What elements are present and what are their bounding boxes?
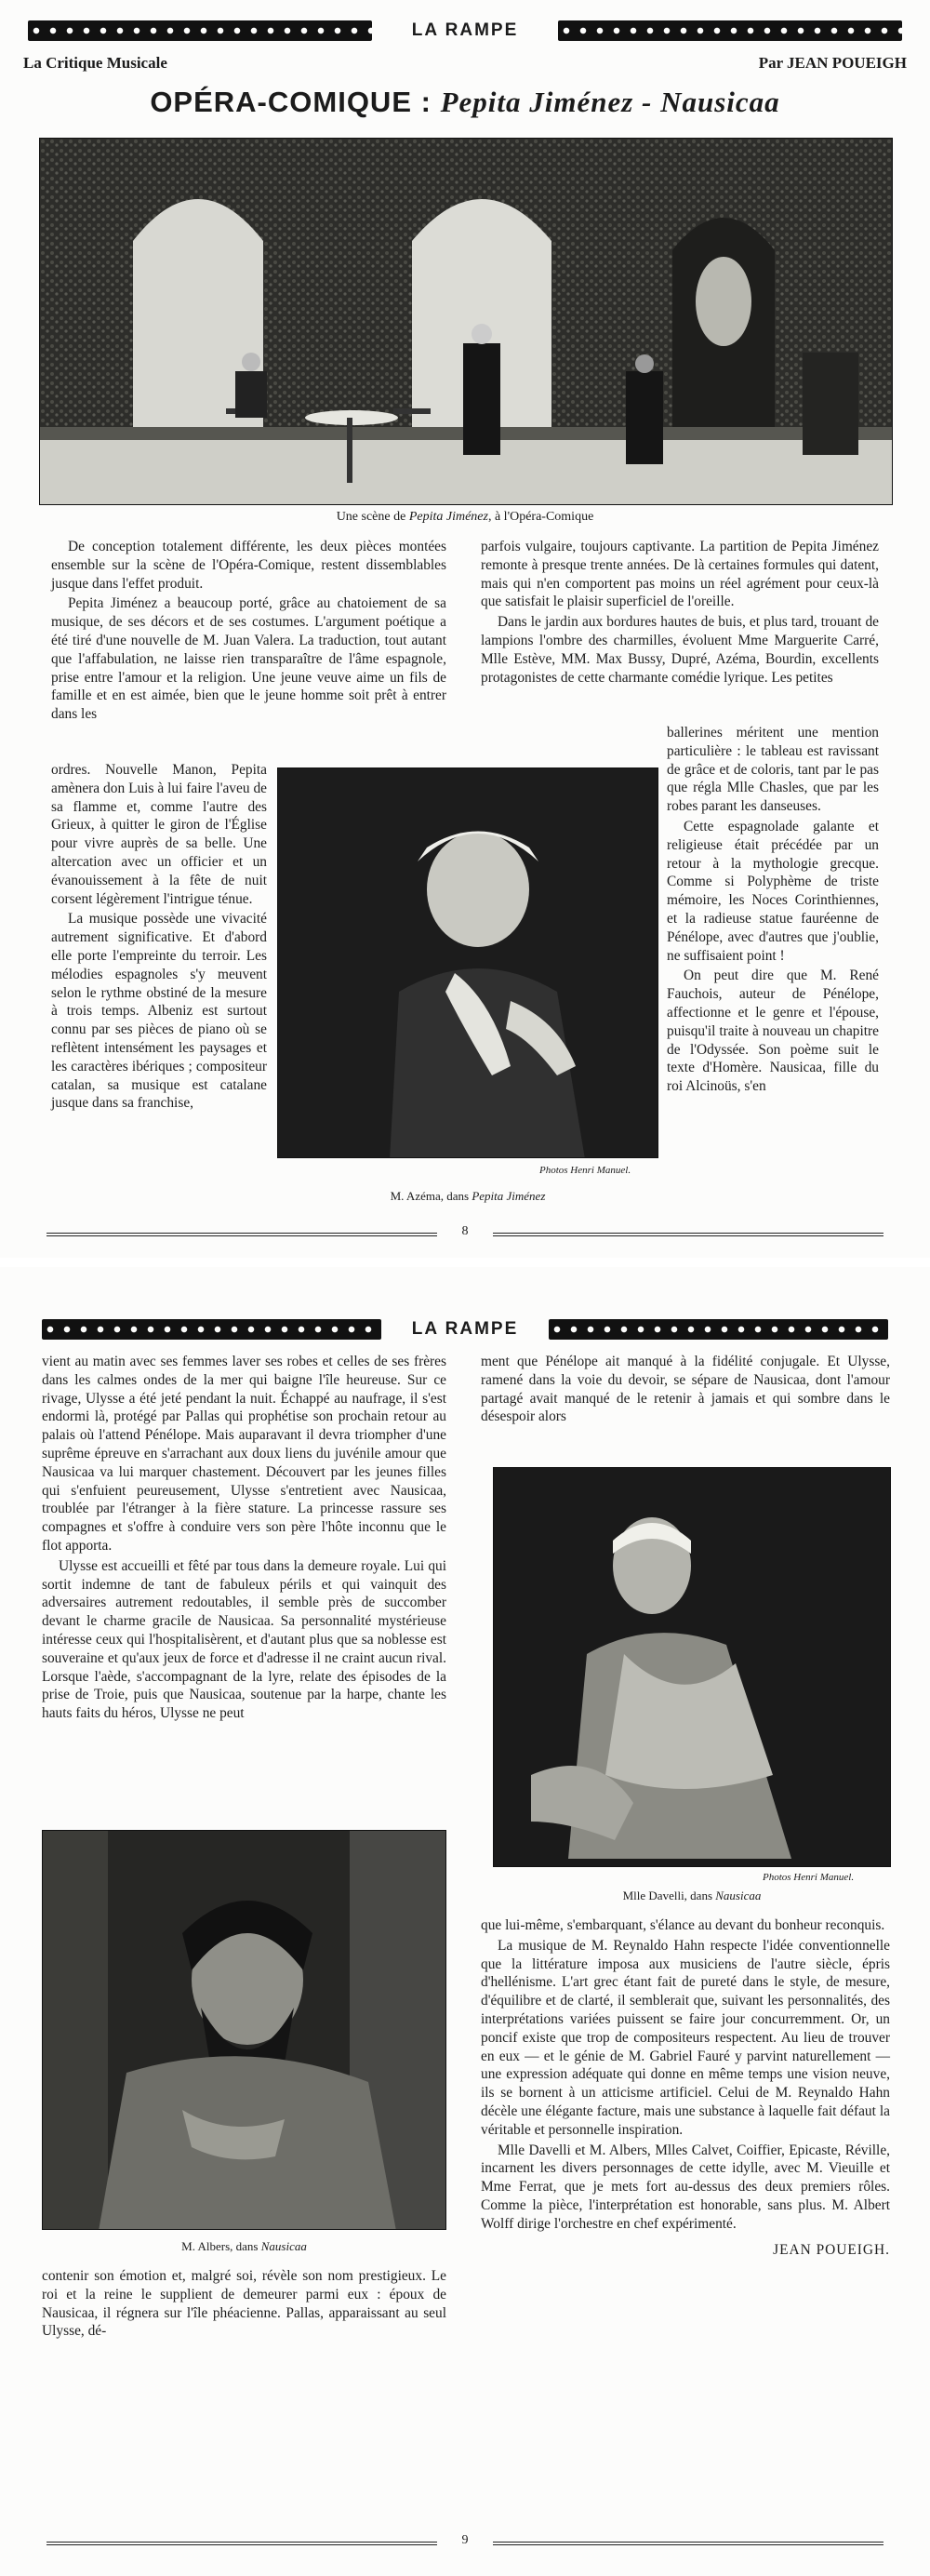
- paragraph: parfois vulgaire, toujours captivante. La partition de Pepita Jiménez remonte à presque trente années. De là certaines formules qui datent, mais qui n'en comportent pas moins un réel agrément pour ceux-là que satisfait le plaisir superficiel de l'oreille.: [481, 539, 879, 610]
- byline: Par JEAN POUEIGH: [758, 54, 907, 72]
- headline-italic: Pepita Jiménez - Nausicaa: [440, 86, 780, 118]
- azema-portrait-illustration: [278, 768, 658, 1158]
- page-number: 9: [461, 2533, 469, 2547]
- paragraph: Dans le jardin aux bordures hautes de buis, et plus tard, trouant de lampions l'ombre des charmilles, évoluent Mme Marguerite Carré, Mlle Estève, MM. Max Bussy, Dupré, Azéma, Bourdin, excellents protagonistes de cette charmante comédie lyrique. Les petites: [481, 614, 879, 686]
- page9-col2-bottom: [481, 1916, 890, 2259]
- scene-photo: [39, 138, 893, 505]
- caption-text-end: , à l'Opéra-Comique: [487, 510, 594, 524]
- running-title: LA RAMPE: [411, 20, 519, 40]
- davelli-photo-caption: [493, 1889, 891, 1903]
- azema-photo-caption: [277, 1189, 658, 1204]
- article-headline: [0, 86, 930, 119]
- paragraph: De conception totalement différente, les deux pièces montées ensemble sur la scène de l'Opéra-Comique, restent dissemblables jusque dans l'effet produit.: [51, 539, 446, 592]
- davelli-portrait-illustration: [494, 1468, 891, 1867]
- page-9: [0, 1267, 930, 2576]
- header-ornament-left: [28, 20, 372, 41]
- header-ornament-right: [549, 1319, 888, 1340]
- page9-col1-top: [42, 1353, 446, 1725]
- page-number: 8: [461, 1224, 469, 1238]
- paragraph: ment que Pénélope ait manqué à la fidélité conjugale. Et Ulysse, ramené dans la voie du devoir, se sépare de Nausicaa, dont l'amour partagé avait manqué de le retenir à jamais et qui sombre dans le désespoir alors: [481, 1354, 890, 1425]
- caption-work-title: Nausicaa: [260, 2239, 307, 2253]
- footer-rule-left: [46, 2542, 437, 2545]
- scene-photo-caption: [0, 510, 930, 525]
- running-title: LA RAMPE: [411, 1319, 519, 1339]
- paragraph: contenir son émotion et, malgré soi, révèle son nom prestigieux. Le roi et la reine le supplient de demeurer parmi eux : époux de Nausicaa, il régnera sur l'île phéacienne. Pallas, apparaissant au seul Ulysse, dé-: [42, 2268, 446, 2340]
- header-ornament-right: [558, 20, 902, 41]
- paragraph: La musique de M. Reynaldo Hahn respecte l'idée conventionnelle que la littérature imposa aux musiciens de l'autre siècle, épris d'hellénisme. L'art grec étant fait de pureté dans le style, de mesure, d'équilibre et de clarté, il semblerait que, suivant les personnalités, des interprétations variées puissent se faire jour concurremment. Or, un poncif existe que trop de compositeurs respectent. Au lieu de trouver en eux — et le génie de M. Gabriel Fauré y parvint naturellement — une expression adéquate qui donne en même temps une vision neuve, ils se bornent à un atticisme artificiel. Celui de M. Reynaldo Hahn décèle une élégante facture, mais une substance à laquelle fait défaut la véritable et personnelle inspiration.: [481, 1937, 890, 2138]
- caption-work-title: Pepita Jiménez: [408, 510, 488, 524]
- header-ornament-left: [42, 1319, 381, 1340]
- caption-text: Une scène de: [336, 510, 409, 524]
- page-gap: [0, 1258, 930, 1267]
- caption-text: M. Azéma, dans: [390, 1189, 472, 1203]
- headline-main: OPÉRA-COMIQUE :: [150, 86, 432, 118]
- footer-rule-right: [493, 1233, 884, 1236]
- albers-photo: [42, 1830, 446, 2230]
- caption-text: Mlle Davelli, dans: [622, 1889, 716, 1902]
- page9-col1-bottom: [42, 2267, 446, 2342]
- paragraph: ordres. Nouvelle Manon, Pepita amènera don Luis à lui faire l'aveu de sa flamme et, comme l'autre des Grieux, à quitter le giron de l'Église pour vivre auprès de sa belle. Une altercation avec un officier et un évanouissement à la fête de nuit corsent légèrement l'intrigue ténue.: [51, 762, 267, 907]
- caption-work-title: Nausicaa: [715, 1889, 762, 1902]
- paragraph: Mlle Davelli et M. Albers, Mlles Calvet, Coiffier, Epicaste, Réville, incarnent les divers personnages de cette idylle, avec M. Vieuille et Mme Ferrat, que je mets fort au-dessus des deux premiers rôles. Comme la pièce, l'interprétation est honorable, sans plus. M. Albert Wolff dirige l'orchestre en chef expérimenté.: [481, 2142, 890, 2232]
- author-signature: JEAN POUEIGH.: [773, 2241, 890, 2258]
- footer-rule-right: [493, 2542, 884, 2545]
- paragraph: Ulysse est accueilli et fêté par tous dans la demeure royale. Lui qui sortit indemne de tant de fabuleux périls et qui vainquit des adversaires autrement redoutables, il semble près de succomber devant le charme gracile de Nausicaa. Sa personnalité mystérieuse intéresse ceux qui l'hospitalisèrent, et d'autant plus que sa noblesse est souveraine et qu'aux jeux de force et d'adresse il ne craint aucun rival. Lorsque l'aède, s'accompagnant de la lyre, relate des épisodes de la prise de Troie, puis que Nausicaa, soutenue par la harpe, chante les hauts faits du héros, Ulysse ne peut: [42, 1557, 446, 1722]
- azema-photo: [277, 767, 658, 1158]
- paragraph: Cette espagnolade galante et religieuse était précédée par un retour à la mythologie grecque. Comme si Polyphème de triste mémoire, les Noces Corinthiennes, et la radieuse statue fauréenne de Pénélope, avec d'autres que j'oublie, ne suffisaient point !: [667, 818, 879, 964]
- section-title: La Critique Musicale: [23, 54, 167, 72]
- page8-col1-top: [51, 538, 446, 726]
- caption-work-title: Pepita Jiménez: [472, 1189, 546, 1203]
- azema-photo-credit: Photos Henri Manuel.: [539, 1165, 631, 1176]
- paragraph: vient au matin avec ses femmes laver ses robes et celles de ses frères dans les calmes ondes de la mer qui baigne l'île heureuse. Sur ce rivage, Ulysse a été jeté pendant la nuit. Échappé au naufrage, il s'est endormi là, protégé par Pallas qui prophétise son prochain retour au palais où l'attend Pénélope. Mais auparavant il devra triompher d'une suprême épreuve en s'arrachant aux doux liens du juvénile amour que Nausicaa va lui marquer chastement. Découvert par les jeunes filles qui s'enfuient peureusement, Ulysse s'entretient avec Nausicaa, troublée par l'étranger à la fière stature. La princesse rassure ses compagnes et s'offre à conduire vers son père l'hôte inconnu que le flot apporta.: [42, 1354, 446, 1554]
- paragraph: On peut dire que M. René Fauchois, auteur de Pénélope, affectionne et le genre et l'épouse, puisqu'il traite à nouveau un chapitre de l'Odyssée. Son poème suit le texte d'Homère. Nausicaa, fille du roi Alcinoüs, s'en: [667, 968, 879, 1095]
- paragraph: Pepita Jiménez a beaucoup porté, grâce au chatoiement de sa musique, de ses décors et de ses costumes. L'argument poétique a été tiré d'une nouvelle de M. Juan Valera. La traduction, tout autant que l'affabulation, ne laisse rien transparaître de l'âme espagnole, prise entre l'amour et la religion. Une jeune veuve aime un fils de famille et en est aimée, bien que le jeune homme soit prêt à entrer dans les: [51, 595, 446, 723]
- davelli-photo: [493, 1467, 891, 1867]
- page8-col2-top: [481, 538, 879, 688]
- page-8: [0, 0, 930, 1258]
- caption-text: M. Albers, dans: [181, 2239, 261, 2253]
- davelli-photo-credit: Photos Henri Manuel.: [763, 1872, 855, 1883]
- scene-photo-illustration: [40, 139, 893, 505]
- footer-rule-left: [46, 1233, 437, 1236]
- page9-col2-top: [481, 1353, 890, 1428]
- paragraph: que lui-même, s'embarquant, s'élance au devant du bonheur reconquis.: [481, 1917, 885, 1933]
- albers-portrait-illustration: [43, 1831, 446, 2230]
- page8-col2-narrow: [667, 724, 879, 1098]
- albers-photo-caption: [42, 2239, 446, 2254]
- paragraph: La musique possède une vivacité autrement significative. Et d'abord elle porte l'empreinte du terroir. Les mélodies espagnoles s'y meuvent selon le rythme obstiné de la mesure à trois temps. Albeniz est surtout connu par ses pièces de piano où se reflètent intensément les paysages et les caractères ibériques ; compositeur catalan, sa musique est catalane jusque dans sa franchise,: [51, 911, 267, 1112]
- page8-col1-narrow: [51, 761, 267, 1114]
- paragraph: ballerines méritent une mention particulière : le tableau est ravissant de grâce et de coloris, tant par le pas que régla Mlle Chasles, que par les robes parant les danseuses.: [667, 725, 879, 815]
